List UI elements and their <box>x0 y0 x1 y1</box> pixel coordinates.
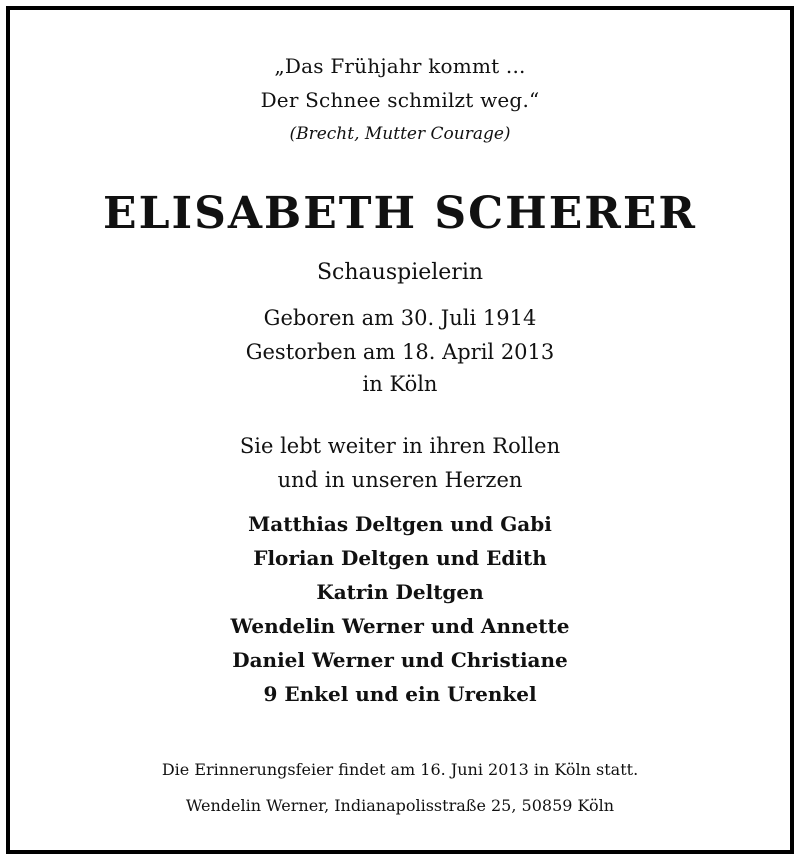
death-date: Gestorben am 18. April 2013 <box>245 340 555 364</box>
motto-line-1: Sie lebt weiter in ihren Rollen <box>239 434 561 458</box>
mourner-item: Daniel Werner und Christiane <box>232 648 568 672</box>
ceremony-notice: Die Erinnerungsfeier findet am 16. Juni 2013 in Köln statt. <box>161 760 639 779</box>
quote-source: (Brecht, Mutter Courage) <box>289 124 511 144</box>
motto-line-2: und in unseren Herzen <box>277 468 523 492</box>
birth-date: Geboren am 30. Juli 1914 <box>263 306 537 330</box>
mourner-item: Katrin Deltgen <box>316 580 484 604</box>
quote-line-1: „Das Frühjahr kommt ... <box>274 54 526 78</box>
deceased-profession: Schauspielerin <box>316 260 484 285</box>
death-place: in Köln <box>362 372 438 396</box>
quote-line-2: Der Schnee schmilzt weg.“ <box>260 88 540 112</box>
mourner-item: Wendelin Werner und Annette <box>230 614 570 638</box>
contact-address: Wendelin Werner, Indianapolisstraße 25, 50859 Köln <box>185 796 615 815</box>
deceased-name: ELISABETH SCHERER <box>103 188 697 239</box>
mourner-item: Matthias Deltgen und Gabi <box>248 512 552 536</box>
mourner-item: Florian Deltgen und Edith <box>253 546 547 570</box>
mourner-item: 9 Enkel und ein Urenkel <box>263 682 537 706</box>
obituary-notice <box>6 6 794 854</box>
